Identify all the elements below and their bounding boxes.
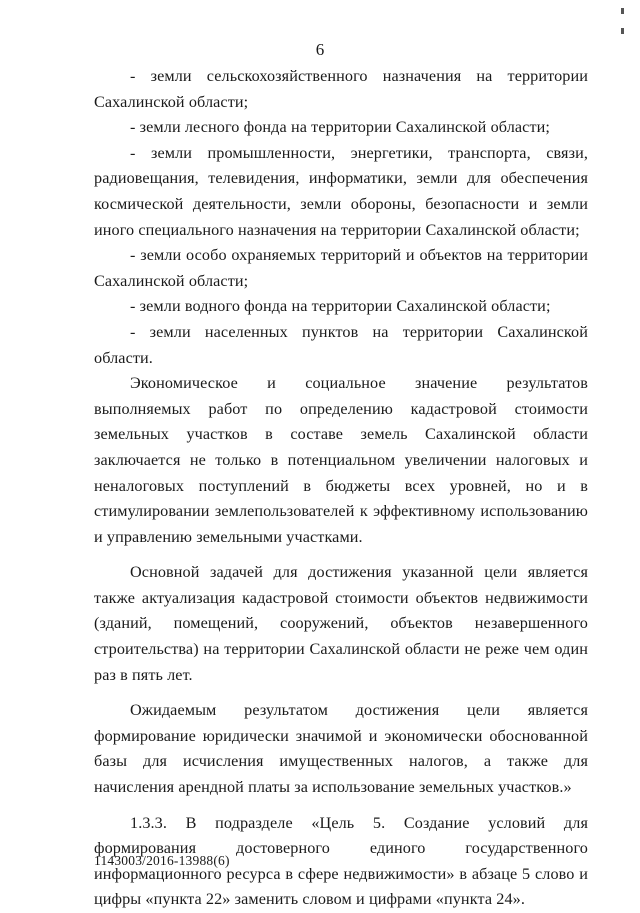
scan-mark [621,8,624,14]
list-item-water-lands: - земли водного фонда на территории Сахалинской области; [130,297,551,316]
paragraph-amendment-1-3-3: 1.3.3. В подразделе «Цель 5. Создание условий для формирования достоверного единого государственного информационного ресурса в сфере недвижимости» в абзаце 5 слово и цифры «пункта 22» заменить словом и цифрами «пункта 24». [94,813,588,909]
paragraph-expected-result: Ожидаемым результатом достижения цели является формирование юридически значимой и экономически обоснованной базы для исчисления имущественных налогов, а также для начисления арендной платы за использование земельных участков.» [94,701,588,797]
list-item-agricultural-lands: - земли сельскохозяйственного назначения на территории Сахалинской области; [94,67,588,111]
list-item-settlement-lands: - земли населенных пунктов на территории Сахалинской области. [94,322,588,367]
document-footer-code: 1143003/2016-13988(6) [94,853,230,868]
paragraph-main-task: Основной задачей для достижения указанной цели является также актуализация кадастровой стоимости объектов недвижимости (зданий, помещений, сооружений, объектов незавершенного строительства) на территории Сахалинской области не реже чем один раз в пять лет. [94,563,588,684]
document-body [94,64,588,913]
scan-mark [621,28,624,34]
list-item-protected-lands: - земли особо охраняемых территорий и объектов на территории Сахалинской области; [94,246,588,290]
list-item-forest-lands: - земли лесного фонда на территории Сахалинской области; [130,118,550,137]
list-item-industrial-lands: - земли промышленности, энергетики, транспорта, связи, радиовещания, телевидения, информатики, земли для обеспечения космической деятельности, земли обороны, безопасности и земли иного специального назначения на территории Сахалинской области; [94,143,588,239]
page-number: 6 [315,40,325,59]
paragraph-economic-significance: Экономическое и социальное значение результатов выполняемых работ по определению кадастровой стоимости земельных участков в составе земель Сахалинской области заключается не только в потенциальном увеличении налоговых и неналоговых поступлений в бюджеты всех уровней, но и в стимулировании землепользователей к эффективному использованию и управлению земельными участками. [94,374,588,546]
